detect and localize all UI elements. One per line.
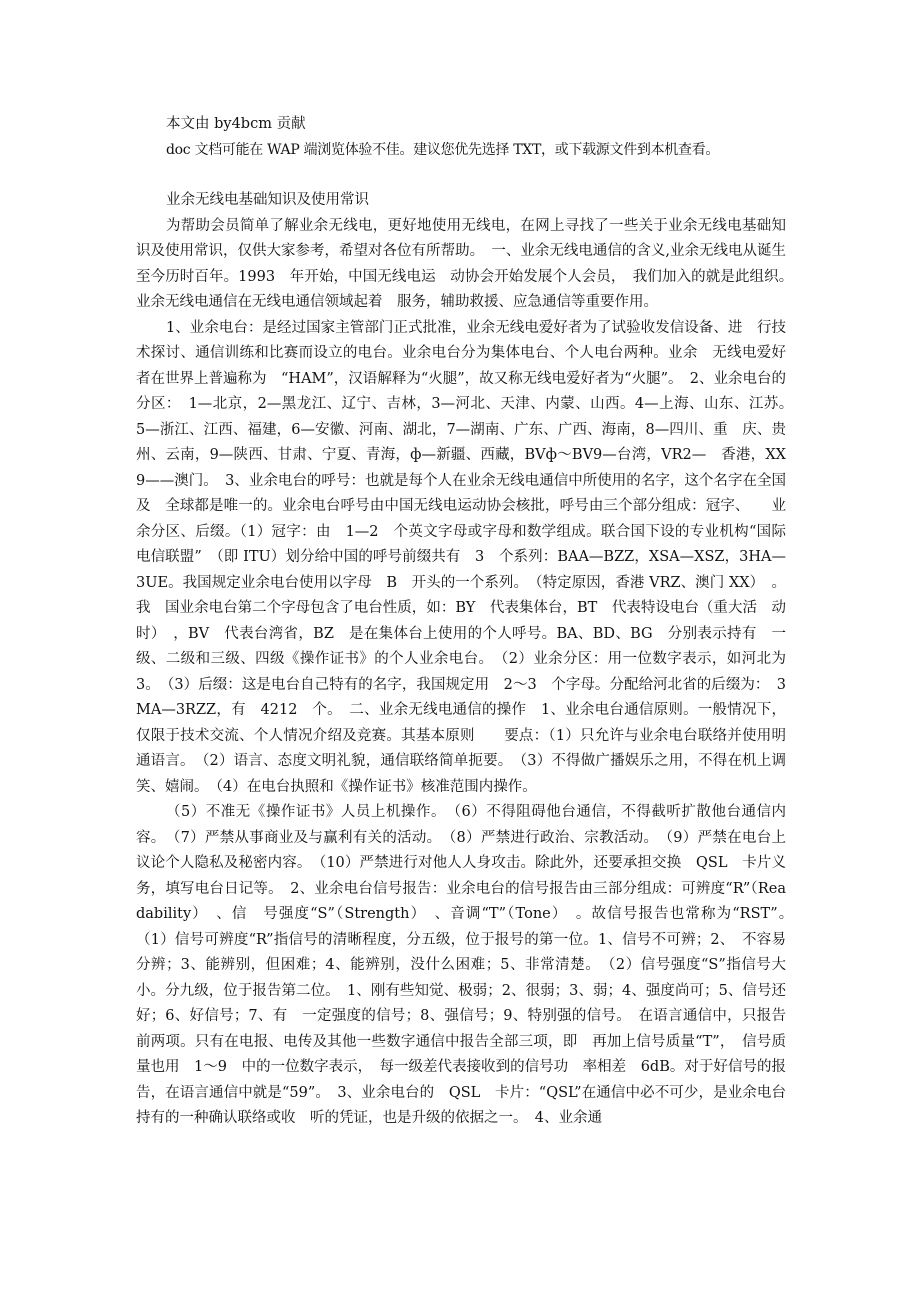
- body-paragraph-2: （5）不准无《操作证书》人员上机操作。 （6）不得阻碍他台通信，不得截听扩散他台通信内容。 （7）严禁从事商业及与赢利有关的活动。 （8）严禁进行政治、宗教活动。 （9）严禁在电台上议论个人隐私及秘密内容。 （10）严禁进行对他人人身攻击。除此外，还要承担交换 QSL 卡片义务，填写电台日记等。 2、业余电台信号报告：业余电台的信号报告由三部分组成：可辨度“R”（Readability） 、信 号强度“S”（Strength） 、音调“T”（Tone） 。故信号报告也常称为“RST”。 （1）信号可辨度“R”指信号的清晰程度，分五级，位于报号的第一位。1、信号不可辨；2、 不容易分辨；3、能辨别，但困难；4、能辨别，没什么困难；5、非常清楚。 （2）信号强度“S”指信号大小。分九级，位于报告第二位。 1、刚有些知觉、极弱；2、很弱；3、弱；4、强度尚可；5、信号还好；6、好信号；7、有 一定强度的信号；8、强信号；9、特别强的信号。 在语言通信中，只报告前两项。只有在电报、电传及其他一些数字通信中报告全部三项，即 再加上信号质量“T”， 信号质量也用 1～9 中的一位数字表示， 每一级差代表接收到的信号功 率相差 6dB。对于好信号的报告，在语言通信中就是“59”。 3、业余电台的 QSL 卡片：“QSL”在通信中必不可少，是业余电台持有的一种确认联络或收 听的凭证，也是升级的依据之一。 4、业余通: [136, 804, 801, 1126]
- intro-paragraph: 为帮助会员简单了解业余无线电，更好地使用无线电，在网上寻找了一些关于业余无线电基础知识及使用常识，仅供大家参考，希望对各位有所帮助。 一、业余无线电通信的含义,业余无线电从诞生至今历时百年。1993 年开始，中国无线电运 动协会开始发展个人会员， 我们加入的就是此组织。 业余无线电通信在无线电通信领域起着 服务，辅助救援、应急通信等重要作用。: [136, 217, 801, 310]
- contributor-line: 本文由 by4bcm 贡献: [166, 116, 306, 132]
- format-notice: doc 文档可能在 WAP 端浏览体验不佳。建议您优先选择 TXT，或下载源文件到本机查看。: [166, 141, 720, 158]
- document-page: [136, 112, 801, 1132]
- document-title: 业余无线电基础知识及使用常识: [166, 192, 369, 208]
- body-paragraph-1: 1、业余电台：是经过国家主管部门正式批准，业余无线电爱好者为了试验收发信设备、进 行技术探讨、通信训练和比赛而设立的电台。业余电台分为集体电台、个人电台两种。业余 无线电爱好者在世界上普遍称为 “HAM”，汉语解释为“火腿”，故又称无线电爱好者为“火腿”。 2、业余电台的分区： 1—北京，2—黑龙江、辽宁、吉林，3—河北、天津、内蒙、山西。4—上海、山东、江苏。 5—浙江、江西、福建，6—安徽、河南、湖北，7—湖南、广东、广西、海南，8—四川、重 庆、贵州、云南，9—陕西、甘肃、宁夏、青海，ф—新疆、西藏，BVф～BV9—台湾，VR2— 香港，XX9——澳门。 3、业余电台的呼号：也就是每个人在业余无线电通信中所使用的名字，这个名字在全国及 全球都是唯一的。业余电台呼号由中国无线电运动协会核批，呼号由三个部分组成：冠字、 业余分区、后缀。（1）冠字：由 1—2 个英文字母或字母和数学组成。联合国下设的专业机构“国际电信联盟” （即 ITU）划分给中国的呼号前缀共有 3 个系列：BAA—BZZ，XSA—XSZ，3HA—3UE。我国规定业余电台使用以字母 B 开头的一个系列。 （特定原因，香港 VRZ、澳门 XX） 。我 国业余电台第二个字母包含了电台性质，如：BY 代表集体台，BT 代表特设电台（重大活 动时） ，BV 代表台湾省，BZ 是在集体台上使用的个人呼号。BA、BD、BG 分别表示持有 一级、二级和三级、四级《操作证书》的个人业余电台。 （2）业余分区：用一位数字表示，如河北为 3。 （3）后缀：这是电台自己特有的名字，我国规定用 2～3 个字母。分配给河北省的后缀为： 3MA—3RZZ，有 4212 个。 二、业余无线电通信的操作 1、业余电台通信原则。一般情况下，仅限于技术交流、个人情况介绍及竞赛。其基本原则 要点：（1）只允许与业余电台联络并使用明通语言。 （2）语言、态度文明礼貌，通信联络简单扼要。 （3）不得做广播娱乐之用，不得在机上调笑、嬉闹。 （4）在电台执照和《操作证书》核准范围内操作。: [136, 319, 801, 795]
